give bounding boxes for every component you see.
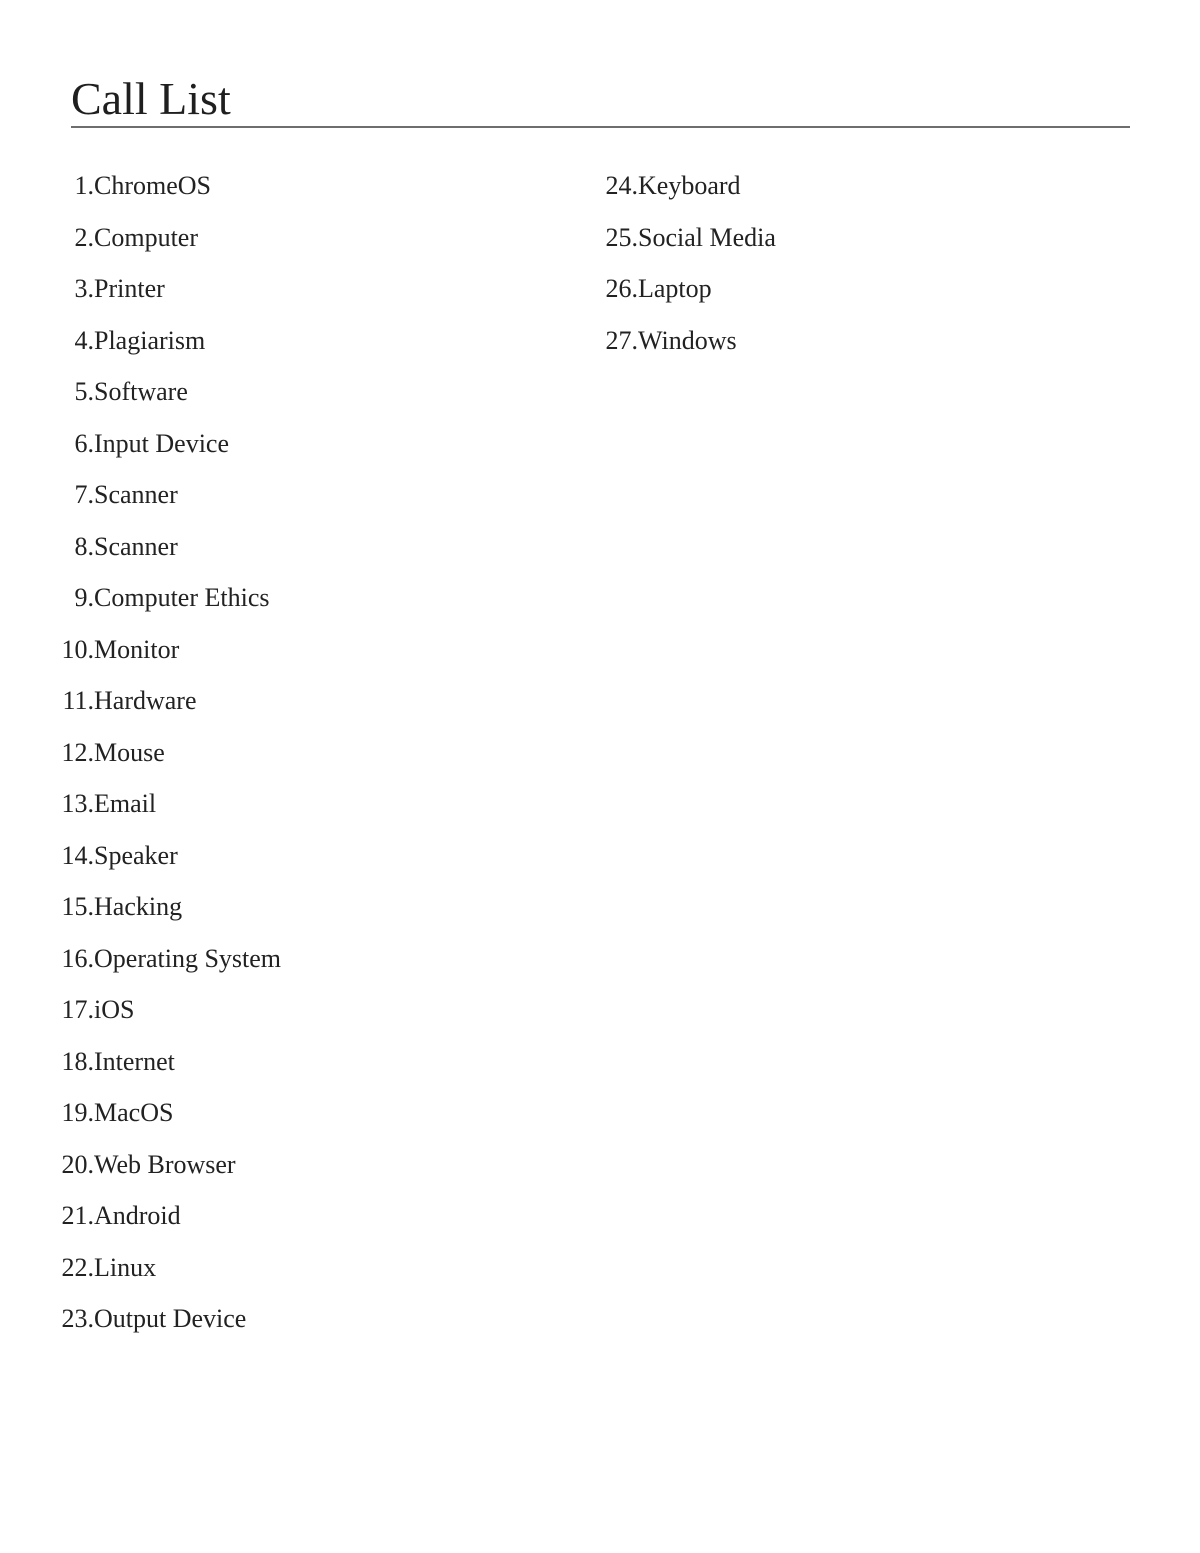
list-item-label: Output Device <box>94 1304 247 1333</box>
list-item <box>40 263 281 315</box>
list-item-number: 23. <box>61 1304 94 1333</box>
list-item-label: Laptop <box>638 274 712 303</box>
list-item-label: Email <box>94 789 157 818</box>
list-item-number: 10. <box>61 634 94 664</box>
list-item-label: Internet <box>94 1046 175 1076</box>
list-item-label: Windows <box>638 325 737 355</box>
list-item <box>40 675 281 727</box>
list-item <box>40 1087 281 1139</box>
list-item-label: Input Device <box>94 428 230 458</box>
list-item-number: 18. <box>61 1046 94 1076</box>
list-item-number: 27. <box>605 325 638 355</box>
list-item-label: Scanner <box>94 531 178 561</box>
list-item <box>40 1293 281 1345</box>
list-item-label: Plagiarism <box>94 325 206 355</box>
list-item-number: 1. <box>74 171 94 200</box>
list-item-number: 4. <box>74 325 94 355</box>
call-list-column-left <box>40 160 281 1345</box>
list-item <box>40 830 281 882</box>
list-item-label: Web Browser <box>94 1149 236 1179</box>
list-item <box>40 933 281 985</box>
list-item <box>40 521 281 573</box>
list-item-number: 6. <box>74 428 94 458</box>
list-item-label: Computer <box>94 222 198 252</box>
list-item-number: 8. <box>74 531 94 561</box>
list-item-number: 9. <box>74 583 94 612</box>
list-item-number: 5. <box>74 377 94 406</box>
list-item-number: 15. <box>61 892 94 921</box>
list-item <box>584 212 776 264</box>
list-item-label: Printer <box>94 274 165 303</box>
list-item-number: 3. <box>74 274 94 303</box>
list-item-label: Keyboard <box>638 171 741 200</box>
list-item-label: Operating System <box>94 943 282 973</box>
list-item-number: 20. <box>61 1149 94 1179</box>
title-divider <box>71 126 1130 128</box>
list-item <box>40 1036 281 1088</box>
list-item <box>584 315 776 367</box>
list-item-number: 21. <box>61 1201 94 1230</box>
list-item-number: 11. <box>62 686 94 715</box>
list-item-label: ChromeOS <box>94 171 211 200</box>
list-item <box>584 263 776 315</box>
list-item <box>40 1190 281 1242</box>
list-item-number: 12. <box>61 737 94 767</box>
list-item-label: Hardware <box>94 686 197 715</box>
list-item-number: 24. <box>605 171 638 200</box>
list-item <box>40 1242 281 1294</box>
list-item-number: 7. <box>74 480 94 509</box>
list-item-number: 16. <box>61 943 94 973</box>
list-item-label: Software <box>94 377 188 406</box>
list-item-label: Computer Ethics <box>94 583 270 612</box>
list-item-number: 2. <box>74 222 94 252</box>
list-item-number: 19. <box>61 1098 94 1127</box>
list-item-label: MacOS <box>94 1098 174 1127</box>
list-item <box>40 727 281 779</box>
list-item-label: Hacking <box>94 892 183 921</box>
list-item-number: 13. <box>61 789 94 818</box>
list-item-number: 22. <box>61 1252 94 1282</box>
list-item <box>40 366 281 418</box>
list-item <box>40 624 281 676</box>
list-item-label: iOS <box>94 995 135 1024</box>
list-item-number: 17. <box>61 995 94 1024</box>
list-item-label: Scanner <box>94 480 178 509</box>
list-item <box>40 418 281 470</box>
page-title: Call List <box>71 73 231 124</box>
list-item-label: Mouse <box>94 737 165 767</box>
list-item <box>40 778 281 830</box>
list-item <box>40 572 281 624</box>
list-item <box>40 212 281 264</box>
list-item-number: 26. <box>605 274 638 303</box>
list-item <box>40 984 281 1036</box>
list-item <box>40 469 281 521</box>
list-item-label: Android <box>94 1201 181 1230</box>
list-item-number: 14. <box>61 840 94 870</box>
list-item <box>584 160 776 212</box>
call-list-column-right <box>584 160 776 366</box>
list-item-label: Linux <box>94 1252 157 1282</box>
list-item-label: Monitor <box>94 634 180 664</box>
list-item-label: Speaker <box>94 840 178 870</box>
list-item <box>40 1139 281 1191</box>
list-item <box>40 881 281 933</box>
list-item-label: Social Media <box>638 222 776 252</box>
list-item-number: 25. <box>605 222 638 252</box>
list-item <box>40 315 281 367</box>
list-item <box>40 160 281 212</box>
